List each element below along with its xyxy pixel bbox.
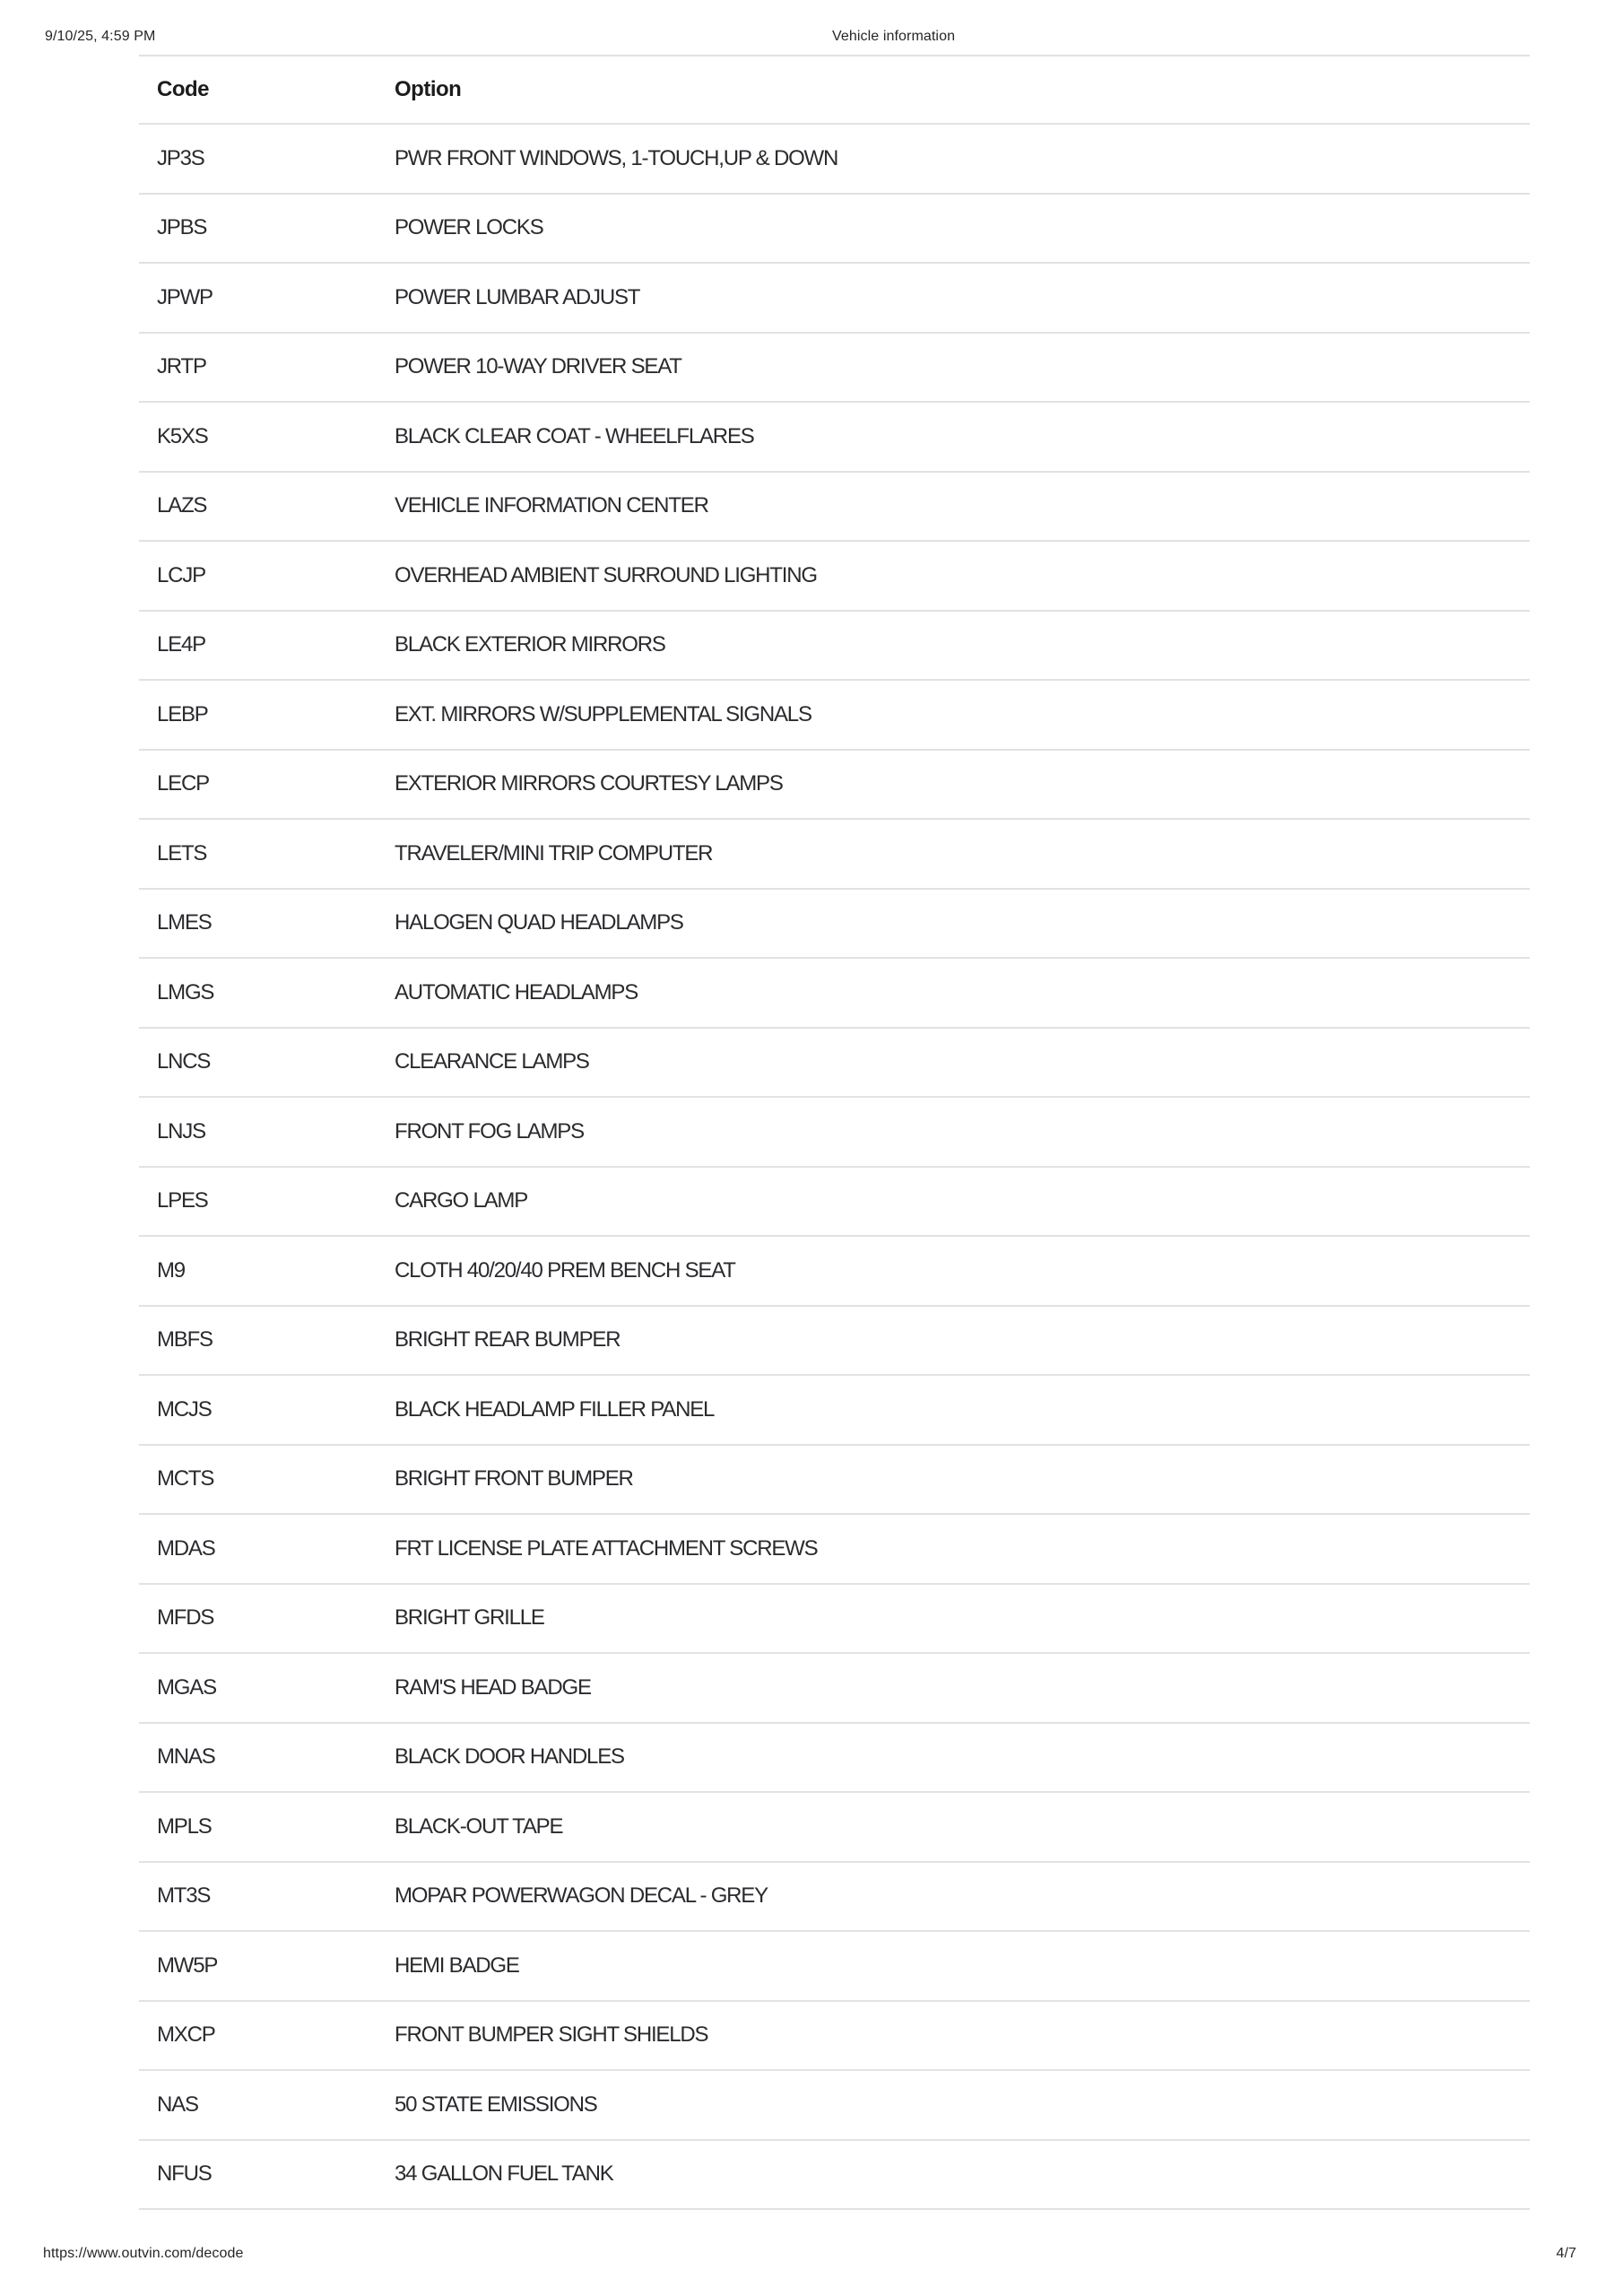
- option-cell: POWER LUMBAR ADJUST: [377, 263, 1530, 333]
- code-cell: LNCS: [139, 1028, 377, 1098]
- table-row: [139, 1375, 1530, 1445]
- option-cell: AUTOMATIC HEADLAMPS: [377, 958, 1530, 1028]
- option-cell: CLOTH 40/20/40 PREM BENCH SEAT: [377, 1236, 1530, 1306]
- option-cell: BRIGHT GRILLE: [377, 1584, 1530, 1654]
- option-cell: BLACK-OUT TAPE: [377, 1792, 1530, 1862]
- code-cell: LPES: [139, 1167, 377, 1237]
- option-cell: EXT. MIRRORS W/SUPPLEMENTAL SIGNALS: [377, 680, 1530, 750]
- column-header-code: Code: [139, 56, 377, 124]
- code-cell: JPBS: [139, 194, 377, 264]
- table-body: [139, 124, 1530, 2209]
- code-cell: NFUS: [139, 2140, 377, 2210]
- table-row: [139, 541, 1530, 611]
- option-cell: MOPAR POWERWAGON DECAL - GREY: [377, 1862, 1530, 1932]
- option-cell: CARGO LAMP: [377, 1167, 1530, 1237]
- code-cell: MFDS: [139, 1584, 377, 1654]
- option-cell: FRONT FOG LAMPS: [377, 1097, 1530, 1167]
- table-row: [139, 2140, 1530, 2210]
- code-cell: LNJS: [139, 1097, 377, 1167]
- code-cell: LETS: [139, 819, 377, 889]
- table-header-row: [139, 56, 1530, 124]
- code-cell: MXCP: [139, 2001, 377, 2071]
- table-row: [139, 1028, 1530, 1098]
- code-cell: MPLS: [139, 1792, 377, 1862]
- table-row: [139, 1653, 1530, 1723]
- code-cell: MCJS: [139, 1375, 377, 1445]
- table-row: [139, 750, 1530, 820]
- option-cell: BLACK DOOR HANDLES: [377, 1723, 1530, 1793]
- column-header-option: Option: [377, 56, 1530, 124]
- option-cell: FRT LICENSE PLATE ATTACHMENT SCREWS: [377, 1514, 1530, 1584]
- code-cell: JPWP: [139, 263, 377, 333]
- code-cell: LMES: [139, 889, 377, 959]
- option-cell: CLEARANCE LAMPS: [377, 1028, 1530, 1098]
- option-cell: HALOGEN QUAD HEADLAMPS: [377, 889, 1530, 959]
- table-row: [139, 2001, 1530, 2071]
- option-cell: EXTERIOR MIRRORS COURTESY LAMPS: [377, 750, 1530, 820]
- table-row: [139, 2070, 1530, 2140]
- option-cell: RAM'S HEAD BADGE: [377, 1653, 1530, 1723]
- option-cell: HEMI BADGE: [377, 1931, 1530, 2001]
- table-row: [139, 1445, 1530, 1515]
- code-cell: K5XS: [139, 402, 377, 472]
- option-cell: BRIGHT FRONT BUMPER: [377, 1445, 1530, 1515]
- table-row: [139, 333, 1530, 403]
- code-cell: MBFS: [139, 1306, 377, 1376]
- code-cell: NAS: [139, 2070, 377, 2140]
- table-row: [139, 1306, 1530, 1376]
- option-cell: BLACK EXTERIOR MIRRORS: [377, 611, 1530, 681]
- table-row: [139, 402, 1530, 472]
- option-cell: OVERHEAD AMBIENT SURROUND LIGHTING: [377, 541, 1530, 611]
- option-cell: 34 GALLON FUEL TANK: [377, 2140, 1530, 2210]
- table-row: [139, 1097, 1530, 1167]
- code-cell: MW5P: [139, 1931, 377, 2001]
- option-cell: BRIGHT REAR BUMPER: [377, 1306, 1530, 1376]
- code-cell: MCTS: [139, 1445, 377, 1515]
- table-row: [139, 958, 1530, 1028]
- print-header-title: Vehicle information: [832, 29, 956, 44]
- print-footer-page-indicator: 4/7: [1556, 2246, 1576, 2261]
- option-cell: POWER 10-WAY DRIVER SEAT: [377, 333, 1530, 403]
- table-row: [139, 1584, 1530, 1654]
- print-footer-url: https://www.outvin.com/decode: [43, 2246, 244, 2261]
- code-cell: LECP: [139, 750, 377, 820]
- table-row: [139, 611, 1530, 681]
- option-cell: 50 STATE EMISSIONS: [377, 2070, 1530, 2140]
- code-cell: MDAS: [139, 1514, 377, 1584]
- code-cell: MGAS: [139, 1653, 377, 1723]
- code-cell: MT3S: [139, 1862, 377, 1932]
- table-row: [139, 124, 1530, 194]
- code-cell: LEBP: [139, 680, 377, 750]
- code-cell: MNAS: [139, 1723, 377, 1793]
- table-row: [139, 1167, 1530, 1237]
- table-row: [139, 889, 1530, 959]
- table-row: [139, 1792, 1530, 1862]
- option-cell: TRAVELER/MINI TRIP COMPUTER: [377, 819, 1530, 889]
- option-cell: PWR FRONT WINDOWS, 1-TOUCH,UP & DOWN: [377, 124, 1530, 194]
- option-cell: FRONT BUMPER SIGHT SHIELDS: [377, 2001, 1530, 2071]
- vehicle-options-table: [139, 55, 1530, 2210]
- table-row: [139, 263, 1530, 333]
- code-cell: LE4P: [139, 611, 377, 681]
- code-cell: JRTP: [139, 333, 377, 403]
- code-cell: LCJP: [139, 541, 377, 611]
- code-cell: LMGS: [139, 958, 377, 1028]
- table-row: [139, 472, 1530, 542]
- table-row: [139, 819, 1530, 889]
- table-row: [139, 194, 1530, 264]
- code-cell: M9: [139, 1236, 377, 1306]
- option-cell: VEHICLE INFORMATION CENTER: [377, 472, 1530, 542]
- table-row: [139, 1514, 1530, 1584]
- print-header-datetime: 9/10/25, 4:59 PM: [45, 29, 156, 44]
- table-row: [139, 1236, 1530, 1306]
- table-row: [139, 1931, 1530, 2001]
- table-row: [139, 1723, 1530, 1793]
- option-cell: POWER LOCKS: [377, 194, 1530, 264]
- table-header: [139, 56, 1530, 124]
- table-row: [139, 1862, 1530, 1932]
- option-cell: BLACK CLEAR COAT - WHEELFLARES: [377, 402, 1530, 472]
- code-cell: JP3S: [139, 124, 377, 194]
- table-row: [139, 680, 1530, 750]
- option-cell: BLACK HEADLAMP FILLER PANEL: [377, 1375, 1530, 1445]
- code-cell: LAZS: [139, 472, 377, 542]
